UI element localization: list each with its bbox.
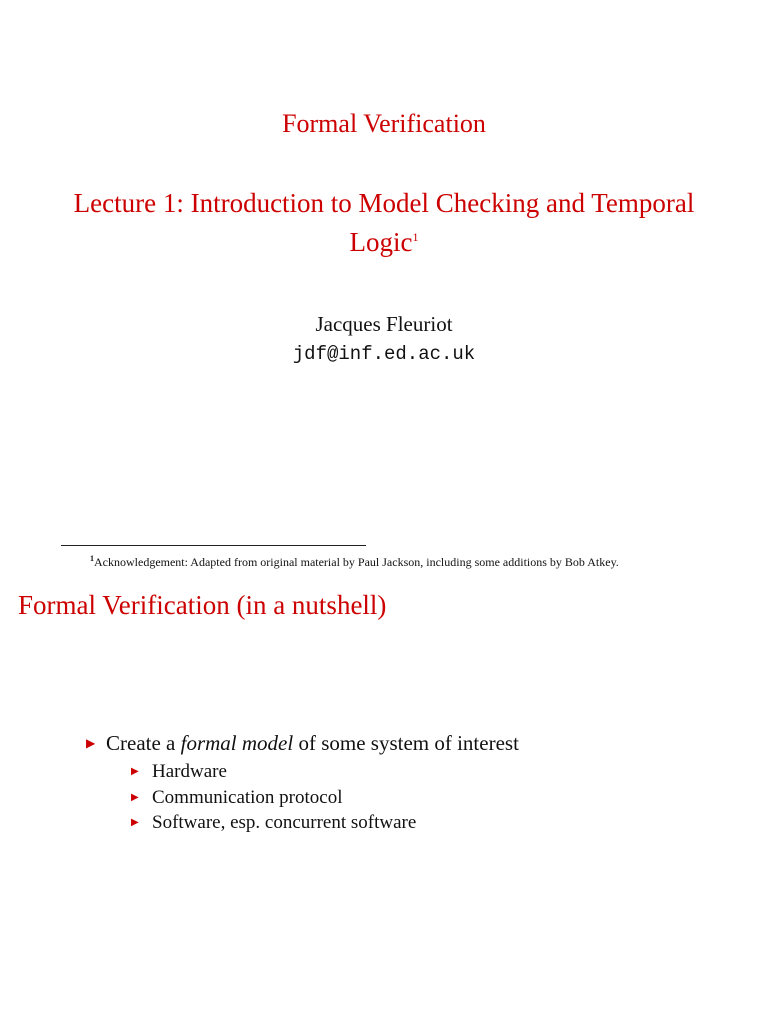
footnote-marker: 1 xyxy=(412,230,419,244)
sub-list-item xyxy=(131,810,519,836)
section-title: Formal Verification (in a nutshell) xyxy=(18,590,387,620)
footnote-text: Acknowledgement: Adapted from original material by Paul Jackson, including some additions by Bob Atkey. xyxy=(94,555,619,569)
lecture-subtitle xyxy=(40,184,728,262)
sub-bullet-list xyxy=(131,759,519,836)
sub-item-text: Hardware xyxy=(152,761,227,782)
bullet-prefix: Create a xyxy=(106,731,181,755)
triangle-bullet-icon xyxy=(131,759,139,785)
bullet-emphasis: formal model xyxy=(180,731,294,755)
bullet-suffix: of some system of interest xyxy=(293,731,519,755)
bullet-list xyxy=(86,730,519,836)
list-item xyxy=(86,730,519,836)
author-name: Jacques Fleuriot xyxy=(315,312,453,336)
footnote-divider xyxy=(61,545,366,546)
footnote-number: 1 xyxy=(90,554,94,563)
triangle-bullet-icon xyxy=(131,810,139,836)
lecture-subtitle-text: Lecture 1: Introduction to Model Checking and Temporal Logic xyxy=(73,188,695,257)
triangle-bullet-icon xyxy=(131,785,139,811)
triangle-bullet-icon xyxy=(86,730,95,756)
slide-title: Formal Verification xyxy=(282,109,486,138)
author-email: jdf@inf.ed.ac.uk xyxy=(292,343,476,365)
sub-item-text: Communication protocol xyxy=(152,786,343,808)
sub-list-item xyxy=(131,759,519,785)
footnote xyxy=(90,555,619,570)
sub-list-item xyxy=(131,785,519,811)
sub-item-text: Software, esp. concurrent software xyxy=(152,812,417,833)
